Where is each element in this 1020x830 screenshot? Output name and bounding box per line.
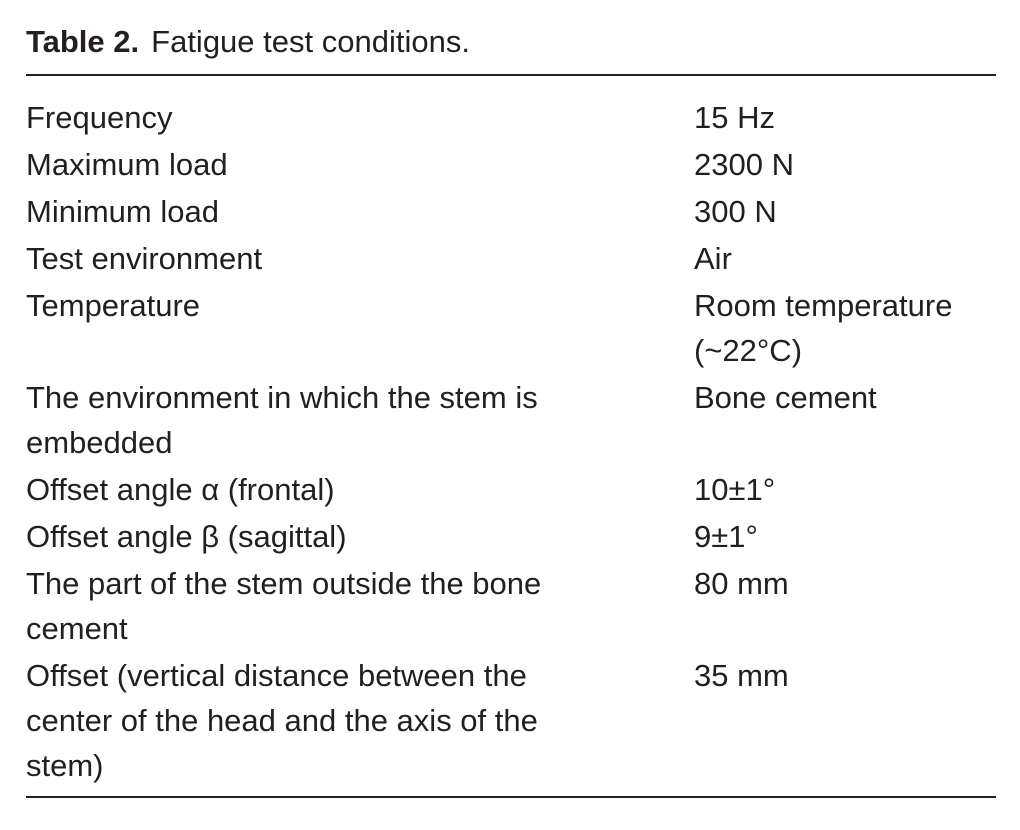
row-parameter: Minimum load: [26, 194, 219, 229]
row-value: 35 mm: [694, 658, 789, 693]
table-row: [26, 189, 996, 234]
row-value: 300 N: [694, 194, 777, 229]
row-parameter: Offset (vertical distance between the center of the head and the axis of the stem): [26, 658, 538, 783]
table-caption-label: Table 2.: [26, 24, 140, 59]
row-value: 80 mm: [694, 566, 789, 601]
table-row: [26, 236, 996, 281]
table-row: [26, 653, 996, 788]
table-row: [26, 283, 996, 373]
row-parameter: Maximum load: [26, 147, 228, 182]
table-row: [26, 375, 996, 465]
table-caption: [26, 22, 996, 62]
row-value: Room temperature (~22°C): [694, 288, 953, 368]
table-row: [26, 467, 996, 512]
table-bottom-rule: [26, 796, 996, 798]
table-row: [26, 514, 996, 559]
row-value: 10±1°: [694, 472, 776, 507]
table-caption-title: Fatigue test conditions.: [151, 24, 470, 59]
table-row: [26, 561, 996, 651]
row-value: 15 Hz: [694, 100, 775, 135]
row-parameter: Test environment: [26, 241, 263, 276]
row-parameter: Temperature: [26, 288, 201, 323]
row-parameter: Offset angle α (frontal): [26, 472, 335, 507]
row-parameter: Frequency: [26, 100, 173, 135]
row-value: Bone cement: [694, 380, 877, 415]
row-value: 9±1°: [694, 519, 758, 554]
table-row: [26, 95, 996, 140]
table-container: [26, 22, 996, 798]
row-parameter: Offset angle β (sagittal): [26, 519, 347, 554]
row-parameter: The part of the stem outside the bone cement: [26, 566, 542, 646]
row-value: 2300 N: [694, 147, 794, 182]
row-parameter: The environment in which the stem is embedded: [26, 380, 538, 460]
table-body: [26, 76, 996, 796]
table-row: [26, 142, 996, 187]
row-value: Air: [694, 241, 732, 276]
